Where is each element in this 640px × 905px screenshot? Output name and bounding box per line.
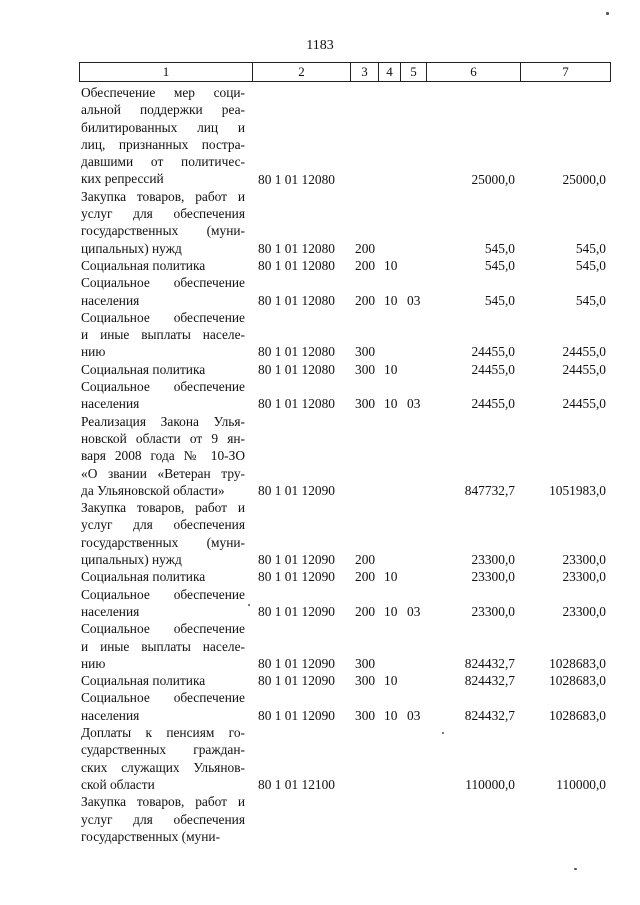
row-name-line: и иные выплаты населе-: [81, 638, 245, 654]
row-name-line: ципальных) нужд: [81, 552, 182, 568]
row-name-line: билитированных лиц и: [81, 119, 245, 135]
row-name-line: новской области от 9 ян-: [81, 430, 245, 446]
amount-col6-cell: 23300,0: [471, 569, 515, 585]
row-name-line: нию: [81, 655, 106, 671]
row-name-line: Доплаты к пенсиям го-: [81, 725, 245, 741]
code-cell: 80 1 01 12080: [258, 292, 335, 308]
amount-col7-cell: 24455,0: [562, 361, 606, 377]
amount-col6-cell: 23300,0: [471, 552, 515, 568]
amount-col6-cell: 110000,0: [465, 776, 515, 792]
expense-type-cell: 200: [355, 292, 376, 308]
row-name: [81, 84, 245, 188]
table-row: [0, 499, 640, 568]
amount-col7-cell: 25000,0: [562, 171, 606, 187]
row-name: [81, 724, 245, 793]
table-row: [0, 568, 640, 585]
code-cell: 80 1 01 12090: [258, 482, 335, 498]
row-name-line: Социальное обеспечение: [81, 275, 245, 291]
expense-type-cell: 300: [355, 707, 376, 723]
code-cell: 80 1 01 12100: [258, 776, 335, 792]
expense-type-cell: 300: [355, 361, 376, 377]
code-cell: 80 1 01 12090: [258, 707, 335, 723]
row-name-line: Реализация Закона Улья-: [81, 413, 245, 429]
row-name-line: Социальная политика: [81, 257, 206, 273]
amount-col6-cell: 24455,0: [471, 344, 515, 360]
table-header: [79, 62, 611, 82]
expense-type-cell: 300: [355, 344, 376, 360]
amount-col6-cell: 824432,7: [464, 673, 515, 689]
row-name-line: Закупка товаров, работ и: [81, 500, 245, 516]
amount-col7-cell: 1028683,0: [549, 655, 606, 671]
amount-col6-cell: 824432,7: [464, 655, 515, 671]
table-row: [0, 586, 640, 621]
row-name: [81, 361, 245, 378]
expense-type-cell: 200: [355, 257, 376, 273]
code-cell: 80 1 01 12080: [258, 344, 335, 360]
table-row: [0, 309, 640, 361]
amount-col7-cell: 24455,0: [562, 344, 606, 360]
row-name: [81, 274, 245, 309]
row-name-line: государственных (муни-: [81, 828, 221, 844]
table-row: [0, 378, 640, 413]
scan-speck: [574, 868, 577, 870]
scan-speck: [442, 732, 444, 734]
row-name-line: Социальная политика: [81, 673, 206, 689]
row-name-line: населения: [81, 707, 140, 723]
table-row: [0, 793, 640, 845]
header-col-3: 3: [351, 63, 379, 81]
amount-col6-cell: 545,0: [484, 292, 515, 308]
code-cell: 80 1 01 12090: [258, 673, 335, 689]
table-row: [0, 689, 640, 724]
row-name-line: Закупка товаров, работ и: [81, 188, 245, 204]
expense-type-cell: 200: [355, 603, 376, 619]
row-name: [81, 793, 245, 845]
row-name-line: и иные выплаты населе-: [81, 327, 245, 343]
code-cell: 80 1 01 12090: [258, 552, 335, 568]
table-row: [0, 413, 640, 500]
subsection-cell: 03: [407, 396, 421, 412]
row-name: [81, 378, 245, 413]
expense-type-cell: 200: [355, 552, 376, 568]
section-cell: 10: [384, 361, 398, 377]
code-cell: 80 1 01 12080: [258, 257, 335, 273]
row-name-line: населения: [81, 396, 140, 412]
row-name: [81, 568, 245, 585]
header-col-2: 2: [253, 63, 351, 81]
table-row: [0, 361, 640, 378]
header-col-5: 5: [401, 63, 427, 81]
table-row: [0, 724, 640, 793]
row-name-line: Закупка товаров, работ и: [81, 794, 245, 810]
row-name-line: нию: [81, 344, 106, 360]
amount-col7-cell: 24455,0: [562, 396, 606, 412]
code-cell: 80 1 01 12080: [258, 361, 335, 377]
row-name: [81, 689, 245, 724]
row-name-line: альной поддержки реа-: [81, 102, 245, 118]
table-row: [0, 274, 640, 309]
row-name-line: ских служащих Ульянов-: [81, 759, 245, 775]
row-name-line: сударственных граждан-: [81, 742, 245, 758]
page-number: 1183: [306, 38, 334, 53]
subsection-cell: 03: [407, 292, 421, 308]
row-name: [81, 499, 245, 568]
header-col-6: 6: [427, 63, 521, 81]
row-name-line: Социальное обеспечение: [81, 309, 245, 325]
row-name: [81, 257, 245, 274]
expense-type-cell: 200: [355, 240, 376, 256]
row-name-line: Обеспечение мер соци-: [81, 85, 245, 100]
amount-col7-cell: 110000,0: [556, 776, 606, 792]
row-name-line: лиц, признанных постра-: [81, 136, 245, 152]
code-cell: 80 1 01 12090: [258, 603, 335, 619]
header-col-4: 4: [379, 63, 401, 81]
amount-col7-cell: 1028683,0: [549, 707, 606, 723]
table-row: [0, 84, 640, 188]
row-name-line: услуг для обеспечения: [81, 811, 245, 827]
amount-col7-cell: 1051983,0: [549, 482, 606, 498]
expense-type-cell: 300: [355, 655, 376, 671]
row-name-line: ской области: [81, 776, 155, 792]
amount-col6-cell: 24455,0: [471, 396, 515, 412]
header-col-7: 7: [562, 64, 569, 79]
row-name-line: варя 2008 года № 10-ЗО: [81, 448, 245, 464]
scan-speck: [248, 604, 250, 606]
amount-col7-cell: 23300,0: [562, 569, 606, 585]
row-name: [81, 309, 245, 361]
amount-col6-cell: 23300,0: [471, 603, 515, 619]
expense-type-cell: 300: [355, 673, 376, 689]
row-name-line: Социальная политика: [81, 361, 206, 377]
expense-type-cell: 200: [355, 569, 376, 585]
table-row: [0, 257, 640, 274]
amount-col6-cell: 847732,7: [464, 482, 515, 498]
row-name-line: да Ульяновской области»: [81, 482, 225, 498]
row-name-line: ципальных) нужд: [81, 240, 182, 256]
code-cell: 80 1 01 12090: [258, 655, 335, 671]
amount-col6-cell: 25000,0: [471, 171, 515, 187]
section-cell: 10: [384, 257, 398, 273]
amount-col7-cell: 23300,0: [562, 603, 606, 619]
row-name: [81, 586, 245, 621]
amount-col6-cell: 545,0: [484, 257, 515, 273]
section-cell: 10: [384, 603, 398, 619]
amount-col6-cell: 545,0: [484, 240, 515, 256]
row-name-line: Социальное обеспечение: [81, 621, 245, 637]
row-name-line: «О звании «Ветеран тру-: [81, 465, 245, 481]
amount-col7-cell: 545,0: [575, 240, 606, 256]
row-name-line: Социальное обеспечение: [81, 690, 245, 706]
expense-type-cell: 300: [355, 396, 376, 412]
row-name-line: услуг для обеспечения: [81, 206, 245, 222]
section-cell: 10: [384, 707, 398, 723]
row-name: [81, 413, 245, 499]
section-cell: 10: [384, 673, 398, 689]
row-name-line: населения: [81, 603, 140, 619]
table-body: [0, 84, 640, 845]
amount-col6-cell: 24455,0: [471, 361, 515, 377]
table-row: [0, 672, 640, 689]
header-col-1: 1: [80, 63, 253, 81]
code-cell: 80 1 01 12080: [258, 396, 335, 412]
amount-col7-cell: 545,0: [575, 257, 606, 273]
row-name-line: государственных (муни-: [81, 223, 245, 239]
row-name-line: Социальное обеспечение: [81, 379, 245, 395]
table-row: [0, 620, 640, 672]
row-name-line: населения: [81, 292, 140, 308]
scan-speck: [606, 12, 609, 15]
row-name-line: услуг для обеспечения: [81, 517, 245, 533]
amount-col7-cell: 1028683,0: [549, 673, 606, 689]
code-cell: 80 1 01 12090: [258, 569, 335, 585]
subsection-cell: 03: [407, 707, 421, 723]
table-row: [0, 188, 640, 257]
row-name: [81, 188, 245, 257]
code-cell: 80 1 01 12080: [258, 240, 335, 256]
code-cell: 80 1 01 12080: [258, 171, 335, 187]
section-cell: 10: [384, 292, 398, 308]
subsection-cell: 03: [407, 603, 421, 619]
row-name: [81, 672, 245, 689]
row-name-line: давшими от политичес-: [81, 154, 245, 170]
row-name-line: ких репрессий: [81, 171, 164, 187]
amount-col6-cell: 824432,7: [464, 707, 515, 723]
amount-col7-cell: 23300,0: [562, 552, 606, 568]
row-name: [81, 620, 245, 672]
row-name-line: Социальная политика: [81, 569, 206, 585]
section-cell: 10: [384, 569, 398, 585]
row-name-line: Социальное обеспечение: [81, 586, 245, 602]
row-name-line: государственных (муни-: [81, 534, 245, 550]
section-cell: 10: [384, 396, 398, 412]
amount-col7-cell: 545,0: [575, 292, 606, 308]
